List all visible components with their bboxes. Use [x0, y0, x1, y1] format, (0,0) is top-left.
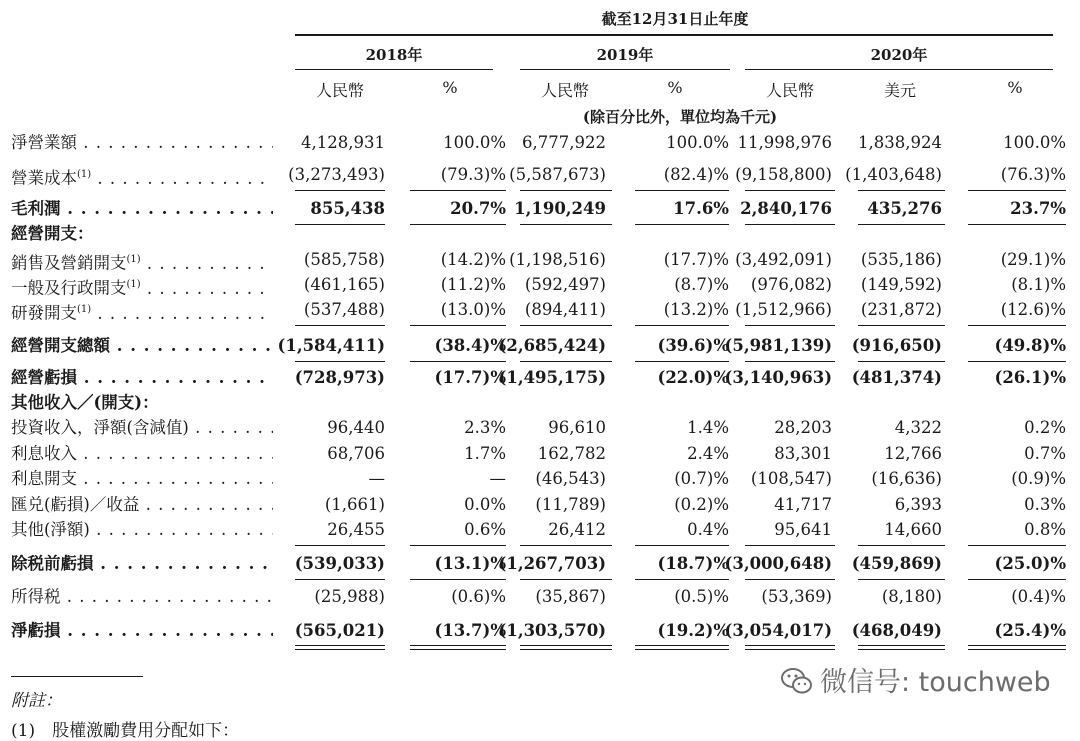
cell-rmb-2020: 41,717: [774, 495, 832, 514]
row-label: [11, 618, 273, 644]
cell-rmb-2018: (25,988): [314, 587, 385, 606]
unit-note: (除百分比外，單位均為千元): [582, 108, 778, 126]
cell-rmb-2018: (565,021): [294, 621, 385, 640]
year-2018: 2018年: [365, 46, 423, 64]
table-row: [0, 517, 1080, 543]
cell-pct-2019: 2.4%: [687, 444, 729, 463]
row-label-text: 淨營業額: [11, 133, 77, 152]
cell-usd-2020: 12,766: [884, 444, 942, 463]
subtotal-rule: [745, 545, 835, 546]
double-rule-bottom: [968, 649, 1066, 650]
cell-rmb-2018: —: [368, 469, 385, 488]
wechat-icon: [780, 667, 814, 695]
cell-pct-2019: (19.2)%: [657, 621, 729, 640]
cell-pct-2019: (8.7)%: [674, 275, 729, 294]
cell-pct-2020: 0.7%: [1024, 444, 1066, 463]
cell-rmb-2020: (976,082): [750, 275, 832, 294]
table-row: [0, 584, 1080, 610]
row-label-text: 其他(淨額): [11, 520, 90, 539]
cell-rmb-2019: (35,867): [535, 587, 606, 606]
cell-rmb-2019: 6,777,922: [522, 133, 606, 152]
cell-pct-2018: 1.7%: [464, 444, 506, 463]
cell-rmb-2018: (537,488): [303, 300, 385, 319]
cell-rmb-2019: 26,412: [548, 520, 606, 539]
double-rule-top: [968, 645, 1066, 646]
cell-pct-2018: —: [489, 469, 506, 488]
cell-pct-2018: (38.4)%: [434, 336, 506, 355]
cell-usd-2020: 1,838,924: [858, 133, 942, 152]
double-rule-bottom: [858, 649, 945, 650]
cell-usd-2020: (8,180): [881, 587, 942, 606]
total-rule: [745, 361, 835, 362]
row-label-text: 研發開支: [11, 303, 77, 323]
cell-pct-2018: (14.2)%: [440, 250, 506, 269]
period-rule: [295, 34, 1053, 36]
sub-pct-2018: %: [442, 78, 458, 97]
cell-rmb-2019: (1,495,175): [498, 368, 606, 387]
cell-pct-2018: (13.0)%: [440, 300, 506, 319]
cell-rmb-2019: (5,587,673): [509, 165, 606, 184]
cell-pct-2019: (0.5)%: [674, 587, 729, 606]
row-label-text: 除税前虧損: [11, 554, 94, 573]
table-row: [0, 551, 1080, 577]
row-label: [11, 390, 273, 416]
footnote-marker: (1): [126, 254, 141, 265]
cell-rmb-2019: (894,411): [524, 300, 606, 319]
total-rule: [858, 579, 945, 580]
cell-rmb-2020: (1,512,966): [735, 300, 832, 319]
subtotal-rule: [858, 190, 945, 191]
double-rule-top: [745, 645, 835, 646]
sub-rmb-2019: 人民幣: [540, 81, 589, 100]
subtotal-rule: [968, 325, 1066, 326]
cell-pct-2018: (0.6)%: [451, 587, 506, 606]
row-label: [11, 162, 273, 192]
cell-rmb-2018: 4,128,931: [301, 133, 385, 152]
cell-pct-2018: (13.7)%: [434, 621, 506, 640]
cell-rmb-2020: (9,158,800): [735, 165, 832, 184]
cell-pct-2019: (17.7)%: [663, 250, 729, 269]
cell-rmb-2019: (46,543): [535, 469, 606, 488]
cell-pct-2019: 100.0%: [666, 133, 729, 152]
cell-usd-2020: (16,636): [871, 469, 942, 488]
cell-pct-2020: (25.0)%: [994, 554, 1066, 573]
double-rule-top: [410, 645, 506, 646]
table-row: [0, 441, 1080, 467]
cell-rmb-2020: 2,840,176: [740, 199, 832, 218]
table-row: [0, 272, 1080, 298]
cell-pct-2020: 100.0%: [1003, 133, 1066, 152]
total-rule: [745, 579, 835, 580]
row-label-text: 銷售及營銷開支: [11, 253, 127, 273]
footnote-marker: (1): [126, 279, 141, 290]
cell-rmb-2018: (3,273,493): [288, 165, 385, 184]
total-rule: [858, 361, 945, 362]
table-row: [0, 247, 1080, 273]
cell-pct-2020: (25.4)%: [994, 621, 1066, 640]
cell-rmb-2020: (5,981,139): [724, 336, 832, 355]
cell-rmb-2018: (1,661): [324, 495, 385, 514]
cell-rmb-2020: 28,203: [774, 418, 832, 437]
cell-pct-2018: (11.2)%: [440, 275, 506, 294]
cell-usd-2020: (916,650): [851, 336, 942, 355]
double-rule-bottom: [635, 649, 729, 650]
cell-usd-2020: 4,322: [894, 418, 942, 437]
cell-rmb-2020: (53,369): [761, 587, 832, 606]
cell-pct-2020: (8.1)%: [1011, 275, 1066, 294]
cell-rmb-2019: (1,198,516): [509, 250, 606, 269]
cell-rmb-2018: (539,033): [294, 554, 385, 573]
cell-usd-2020: 6,393: [894, 495, 942, 514]
double-rule-top: [295, 645, 385, 646]
cell-rmb-2020: 11,998,976: [737, 133, 832, 152]
cell-usd-2020: (535,186): [860, 250, 942, 269]
cell-pct-2018: (17.7)%: [434, 368, 506, 387]
cell-pct-2020: (0.9)%: [1011, 469, 1066, 488]
subtotal-rule: [295, 190, 385, 191]
subtotal-rule: [968, 545, 1066, 546]
table-row: [0, 221, 1080, 247]
row-label-text: 營業成本: [11, 168, 77, 188]
table-row: [0, 130, 1080, 156]
subtotal-rule: [858, 325, 945, 326]
cell-pct-2018: 0.0%: [464, 495, 506, 514]
subtotal-rule: [968, 190, 1066, 191]
cell-rmb-2019: (1,303,570): [498, 621, 606, 640]
cell-pct-2020: (49.8)%: [994, 336, 1066, 355]
cell-rmb-2020: 95,641: [774, 520, 832, 539]
cell-rmb-2019: (1,267,703): [498, 554, 606, 573]
notes-rule: [11, 676, 143, 677]
cell-rmb-2020: (3,054,017): [724, 621, 832, 640]
row-label: [11, 441, 273, 467]
subtotal-rule: [295, 545, 385, 546]
cell-pct-2019: 0.4%: [687, 520, 729, 539]
row-label: [11, 333, 273, 359]
sub-pct-2019: %: [667, 78, 683, 97]
cell-pct-2019: (39.6)%: [657, 336, 729, 355]
cell-rmb-2019: 1,190,249: [514, 199, 606, 218]
year-2018-rule: [295, 69, 493, 70]
table-row: [0, 466, 1080, 492]
cell-pct-2019: 17.6%: [673, 199, 729, 218]
total-rule: [295, 361, 385, 362]
cell-usd-2020: (149,592): [860, 275, 942, 294]
subtotal-rule: [520, 545, 612, 546]
subtotal-rule: [858, 545, 945, 546]
cell-pct-2020: 0.3%: [1024, 495, 1066, 514]
cell-rmb-2020: (3,140,963): [724, 368, 832, 387]
sub-usd-2020: 美元: [883, 81, 916, 100]
double-rule-bottom: [295, 649, 385, 650]
year-2020-rule: [745, 69, 1053, 70]
total-rule: [410, 579, 506, 580]
table-row: [0, 333, 1080, 359]
cell-pct-2020: (26.1)%: [994, 368, 1066, 387]
cell-pct-2020: 0.2%: [1024, 418, 1066, 437]
row-label-text: 所得税: [11, 587, 61, 606]
row-label-text: 利息收入: [11, 444, 77, 463]
cell-rmb-2018: 96,440: [327, 418, 385, 437]
cell-pct-2019: (18.7)%: [657, 554, 729, 573]
cell-usd-2020: 435,276: [867, 199, 942, 218]
row-label: [11, 196, 273, 222]
cell-pct-2020: 0.8%: [1024, 520, 1066, 539]
cell-rmb-2019: 96,610: [548, 418, 606, 437]
table-row: [0, 162, 1080, 188]
row-label-text: 毛利潤: [11, 199, 61, 218]
row-label-text: 經營虧損: [11, 368, 77, 387]
row-label-text: 淨虧損: [11, 621, 61, 640]
cell-rmb-2020: (3,492,091): [735, 250, 832, 269]
cell-rmb-2018: (1,584,411): [277, 336, 385, 355]
footnote-marker: (1): [77, 304, 92, 315]
cell-pct-2020: (29.1)%: [1000, 250, 1066, 269]
total-rule: [295, 579, 385, 580]
cell-pct-2019: 1.4%: [687, 418, 729, 437]
cell-pct-2020: (0.4)%: [1011, 587, 1066, 606]
row-label: [11, 466, 273, 492]
row-label: [11, 492, 273, 518]
subtotal-rule: [635, 190, 729, 191]
footnote-marker: (1): [77, 169, 92, 180]
double-rule-top: [520, 645, 612, 646]
cell-usd-2020: (231,872): [860, 300, 942, 319]
subtotal-rule: [745, 190, 835, 191]
row-label: [11, 584, 273, 610]
cell-pct-2018: 100.0%: [443, 133, 506, 152]
cell-pct-2019: (22.0)%: [657, 368, 729, 387]
total-rule: [520, 361, 612, 362]
cell-rmb-2019: 162,782: [537, 444, 606, 463]
row-label: [11, 297, 273, 327]
subtotal-rule: [745, 325, 835, 326]
notes-title: 附註：: [11, 691, 62, 711]
watermark-text: 微信号: touchweb: [820, 667, 1051, 698]
sub-rmb-2020: 人民幣: [765, 81, 814, 100]
cell-rmb-2018: 68,706: [327, 444, 385, 463]
cell-usd-2020: (1,403,648): [845, 165, 942, 184]
cell-rmb-2019: (592,497): [524, 275, 606, 294]
cell-pct-2019: (0.2)%: [674, 495, 729, 514]
cell-pct-2018: 20.7%: [450, 199, 506, 218]
subtotal-rule: [410, 190, 506, 191]
double-rule-top: [858, 645, 945, 646]
period-header: 截至12月31日止年度: [601, 10, 749, 28]
watermark: [780, 660, 1051, 699]
cell-pct-2018: 2.3%: [464, 418, 506, 437]
row-label-text: 其他收入／(開支)：: [11, 393, 159, 412]
subtotal-rule: [520, 325, 612, 326]
year-2019: 2019年: [596, 46, 654, 64]
cell-pct-2019: (82.4)%: [663, 165, 729, 184]
row-label: [11, 415, 273, 441]
cell-pct-2020: (12.6)%: [1000, 300, 1066, 319]
note-1: (1) 股權激勵費用分配如下：: [11, 721, 240, 741]
row-label-text: 一般及行政開支: [11, 278, 127, 298]
double-rule-top: [635, 645, 729, 646]
cell-rmb-2018: 26,455: [327, 520, 385, 539]
subtotal-rule: [635, 325, 729, 326]
table-row: [0, 297, 1080, 323]
total-rule: [635, 579, 729, 580]
cell-usd-2020: 14,660: [884, 520, 942, 539]
total-rule: [635, 361, 729, 362]
row-label: [11, 221, 273, 247]
cell-pct-2020: (76.3)%: [1000, 165, 1066, 184]
row-label-text: 投資收入，淨額(含減值): [11, 418, 189, 437]
row-label-text: 匯兑(虧損)／收益: [11, 495, 140, 514]
row-label-text: 經營開支總額: [11, 336, 110, 355]
cell-rmb-2018: (585,758): [303, 250, 385, 269]
subtotal-rule: [635, 545, 729, 546]
cell-rmb-2020: (3,000,648): [724, 554, 832, 573]
total-rule: [968, 579, 1066, 580]
row-label-text: 經營開支：: [11, 224, 94, 243]
double-rule-bottom: [745, 649, 835, 650]
cell-rmb-2019: (11,789): [535, 495, 606, 514]
cell-pct-2020: 23.7%: [1010, 199, 1066, 218]
double-rule-bottom: [410, 649, 506, 650]
sub-pct-2020: %: [1007, 78, 1023, 97]
cell-rmb-2018: (461,165): [303, 275, 385, 294]
row-label: [11, 365, 273, 391]
table-row: [0, 618, 1080, 644]
total-rule: [968, 361, 1066, 362]
cell-pct-2018: (79.3)%: [440, 165, 506, 184]
table-row: [0, 492, 1080, 518]
table-row: [0, 196, 1080, 222]
subtotal-rule: [410, 325, 506, 326]
row-label: [11, 517, 273, 543]
cell-pct-2018: 0.6%: [464, 520, 506, 539]
total-rule: [410, 361, 506, 362]
subtotal-rule: [520, 190, 612, 191]
cell-rmb-2018: (728,973): [294, 368, 385, 387]
cell-usd-2020: (468,049): [851, 621, 942, 640]
double-rule-bottom: [520, 649, 612, 650]
table-row: [0, 365, 1080, 391]
cell-usd-2020: (481,374): [851, 368, 942, 387]
cell-rmb-2019: (2,685,424): [498, 336, 606, 355]
cell-rmb-2018: 855,438: [310, 199, 385, 218]
sub-rmb-2018: 人民幣: [315, 81, 364, 100]
subtotal-rule: [295, 325, 385, 326]
cell-rmb-2020: 83,301: [774, 444, 832, 463]
year-2020: 2020年: [870, 46, 928, 64]
cell-pct-2019: (0.7)%: [674, 469, 729, 488]
cell-rmb-2020: (108,547): [750, 469, 832, 488]
cell-pct-2018: (13.1)%: [434, 554, 506, 573]
cell-pct-2019: (13.2)%: [663, 300, 729, 319]
total-rule: [520, 579, 612, 580]
row-label: [11, 130, 273, 156]
row-label-text: 利息開支: [11, 469, 77, 488]
cell-usd-2020: (459,869): [851, 554, 942, 573]
table-row: [0, 415, 1080, 441]
row-label: [11, 551, 273, 577]
year-2019-rule: [520, 69, 730, 70]
subtotal-rule: [410, 545, 506, 546]
table-row: [0, 390, 1080, 416]
